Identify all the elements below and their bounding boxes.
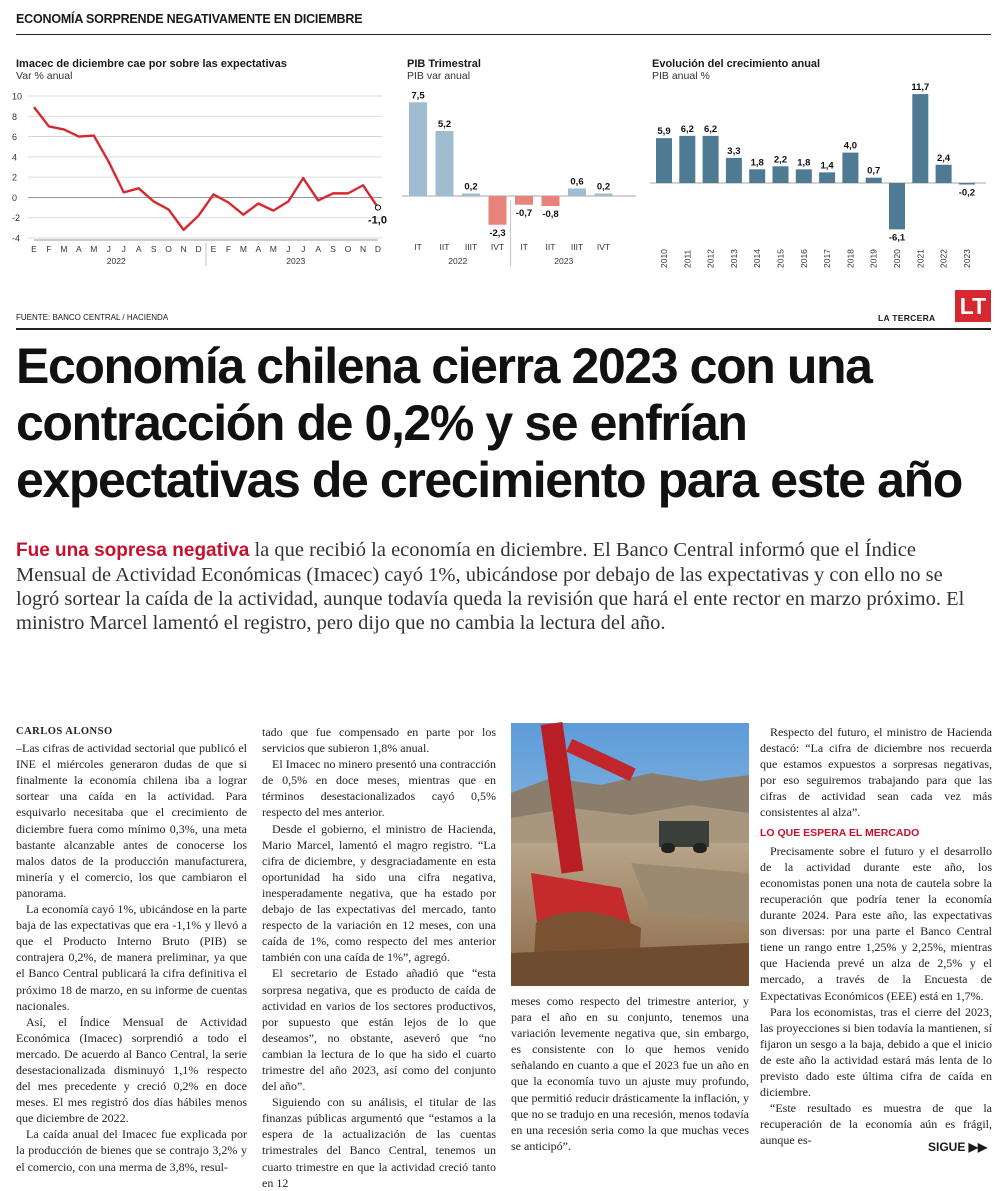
bar-value-label: 1,8 xyxy=(751,157,764,168)
chart-title: Imacec de diciembre cae por sobre las expectativas xyxy=(16,58,287,70)
chart-title: PIB Trimestral xyxy=(407,58,481,70)
section-title: ECONOMÍA SORPRENDE NEGATIVAMENTE EN DICIEMBRE xyxy=(16,12,362,26)
x-tick-label: IIT xyxy=(546,242,556,252)
subhead: LO QUE ESPERA EL MERCADO xyxy=(760,825,992,841)
chart-pib-trimestral xyxy=(400,88,640,268)
bar-value-label: 1,8 xyxy=(797,157,810,168)
bar-value-label: 1,4 xyxy=(820,160,834,171)
paragraph: El Imacec no minero presentó una contracción de 0,5% en doce meses, mientras que en términos desestacionalizados cayó 0,5% respecto del mes anterior. xyxy=(262,756,496,820)
bar xyxy=(889,183,905,229)
bar xyxy=(679,136,695,183)
x-tick-label: D xyxy=(195,244,201,254)
x-tick-label: E xyxy=(31,244,37,254)
paragraph: Respecto del futuro, el ministro de Hacienda destacó: “La cifra de diciembre nos recuerda que estamos expuestos a sorpresas negativas, por eso seguiremos trabajando para que las cifras de actividad sean cada vez más consistentes al alza”. xyxy=(760,724,992,821)
series-line xyxy=(34,107,378,230)
x-tick-label: D xyxy=(375,244,381,254)
chart-crecimiento-anual-title xyxy=(652,58,820,82)
lead-text: la que recibió la economía en diciembre. El Banco Central informó que el Índice Mensual de Actividad Económicas (Imacec) cayó 1%, ubicándose por debajo de las expectativas y con ello no se logró sortear la caída de la actividad, aunque todavía queda la revisión que hará el ente rector en marzo próximo. El ministro Marcel lamentó el registro, pero dijo que no cambia la lectura del año. xyxy=(16,539,964,634)
paragraph: meses como respecto del trimestre anterior, y para el año en su conjunto, tenemos una variación levemente negativa que, sin embargo, es consistente con lo que hemos venido señalando en cuanto a que el 2023 fue un año en que la economía tuvo un ajuste muy profundo, que permitió reducir drásticamente la inflación, y que no se tradujo en una recesión, menos todavía en una recesión seria como la que muchas veces se anticipó”. xyxy=(511,993,749,1154)
chart-title: Evolución del crecimiento anual xyxy=(652,58,820,70)
bar xyxy=(462,194,480,197)
x-tick-label: 2015 xyxy=(776,249,786,268)
x-tick-label: O xyxy=(165,244,172,254)
divider xyxy=(16,328,991,330)
x-tick-label: IVT xyxy=(491,242,504,252)
x-tick-label: 2023 xyxy=(962,249,972,268)
headline: Economía chilena cierra 2023 con una contracción de 0,2% y se enfrían expectativas de crecimiento para este año xyxy=(16,338,991,509)
last-point-label: -1,0 xyxy=(368,215,387,227)
source-note: FUENTE: BANCO CENTRAL / HACIENDA xyxy=(16,313,168,322)
bar-value-label: -0,8 xyxy=(542,209,558,220)
x-tick-label: 2018 xyxy=(845,249,855,268)
bar xyxy=(542,196,560,206)
x-tick-label: 2011 xyxy=(682,249,692,268)
section-header xyxy=(16,8,991,35)
paragraph: “Este resultado es muestra de que la recuperación de la economía aún es frágil, aunque es- xyxy=(760,1100,992,1148)
bar-value-label: 3,3 xyxy=(727,146,740,157)
chart-imacec-title xyxy=(16,58,287,82)
chart-subtitle: Var % anual xyxy=(16,70,287,82)
article-column-4 xyxy=(760,724,992,1148)
paragraph: El secretario de Estado añadió que “esta sorpresa negativa, que es producto de caída de actividad en varios de los sectores productivos, por supuesto que están lejos de lo que deseamos”, no obstante, aseveró que “no cambian la lectura de lo que ha sido el cuarto trimestre del año 2023, así como del conjunto del año”. xyxy=(262,965,496,1094)
x-tick-label: 2016 xyxy=(799,249,809,268)
y-tick-label: -4 xyxy=(12,234,20,244)
bar-value-label: 0,6 xyxy=(570,177,583,188)
x-tick-label: 2013 xyxy=(729,249,739,268)
x-group-label: 2022 xyxy=(107,256,126,266)
x-tick-label: N xyxy=(180,244,186,254)
x-tick-label: IVT xyxy=(597,242,610,252)
bar xyxy=(726,158,742,183)
x-group-label: 2023 xyxy=(286,256,305,266)
x-tick-label: J xyxy=(122,244,126,254)
x-tick-label: M xyxy=(240,244,247,254)
brand-name: LA TERCERA xyxy=(878,313,935,323)
y-tick-label: 0 xyxy=(12,193,17,203)
bar-value-label: 11,7 xyxy=(911,82,929,93)
bar-value-label: 5,2 xyxy=(438,119,451,130)
bar-value-label: -0,7 xyxy=(516,208,532,219)
x-tick-label: J xyxy=(107,244,111,254)
x-tick-label: A xyxy=(315,244,321,254)
article-column-1 xyxy=(16,724,247,1175)
bar xyxy=(842,153,858,183)
x-tick-label: A xyxy=(76,244,82,254)
bar xyxy=(703,136,719,183)
bar-value-label: 6,2 xyxy=(681,124,694,135)
x-tick-label: A xyxy=(256,244,262,254)
bar xyxy=(436,131,454,196)
bar xyxy=(819,172,835,183)
y-tick-label: 4 xyxy=(12,152,17,162)
x-tick-label: IIIT xyxy=(571,242,583,252)
x-tick-label: 2019 xyxy=(869,249,879,268)
article-photo-excavator xyxy=(511,723,749,986)
chart-subtitle: PIB anual % xyxy=(652,70,820,82)
y-tick-label: 2 xyxy=(12,173,17,183)
chart-pib-trimestral-title xyxy=(407,58,481,82)
bar-value-label: 2,2 xyxy=(774,154,787,165)
y-tick-label: 8 xyxy=(12,112,17,122)
bar xyxy=(656,138,672,183)
paragraph: tado que fue compensado en parte por los servicios que subieron 1,8% anual. xyxy=(262,724,496,756)
x-tick-label: A xyxy=(136,244,142,254)
paragraph: La economía cayó 1%, ubicándose en la parte baja de las expectativas que era -1,1% y llevó a que el Producto Interno Bruto (PIB) se contrajera 0,2%, de manera preliminar, ya que el Banco Central publicará la cifra definitiva el próximo 18 de marzo, en su informe de cuentas nacionales. xyxy=(16,901,247,1014)
y-tick-label: -2 xyxy=(12,213,20,223)
x-tick-label: 2014 xyxy=(752,249,762,268)
paragraph: Así, el Índice Mensual de Actividad Económica (Imacec) sorprendió a todo el mercado. De acuerdo al Banco Central, la serie desestacionalizada disminuyó 1,1% respecto del mes precedente y creció 0,2% en doce meses. El mes registró dos días hábiles menos que diciembre de 2022. xyxy=(16,1014,247,1127)
lead-paragraph xyxy=(16,538,991,635)
bar-value-label: 2,4 xyxy=(937,153,951,164)
x-tick-label: J xyxy=(301,244,305,254)
article-column-3 xyxy=(511,993,749,1154)
x-tick-label: 2021 xyxy=(915,249,925,268)
bar xyxy=(515,196,533,205)
x-tick-label: 2012 xyxy=(706,249,716,268)
x-tick-label: O xyxy=(345,244,352,254)
paragraph: –Las cifras de actividad sectorial que publicó el INE el miércoles generaron dudas de que si finalmente la economía chilena iba a lograr sortear una caída en la actividad. Para esquivarlo necesitaba que el crecimiento de diciembre fuera como mínimo 0,3%, una meta bastante alcanzable antes de conocerse los malos datos de la producción manufacturera, minería y el comercio, los que cambiaron el panorama. xyxy=(16,740,247,901)
bar xyxy=(912,94,928,183)
x-tick-label: F xyxy=(226,244,231,254)
x-group-label: 2022 xyxy=(448,256,467,266)
continue-label: SIGUE ▶▶ xyxy=(928,1140,987,1154)
byline: CARLOS ALONSO xyxy=(16,724,247,740)
bar xyxy=(595,194,613,197)
bar-value-label: -2,3 xyxy=(489,228,505,239)
x-tick-label: IT xyxy=(520,242,528,252)
paragraph: Siguiendo con su análisis, el titular de las finanzas públicas argumentó que “estamos a la espera de la actualización de las cuentas trimestrales del Banco Central, tenemos un cuarto trimestre en que la actividad creció tanto en 12 xyxy=(262,1094,496,1191)
x-tick-label: M xyxy=(270,244,277,254)
bar xyxy=(796,169,812,183)
bar xyxy=(866,178,882,183)
x-tick-label: IIIT xyxy=(465,242,477,252)
x-tick-label: E xyxy=(211,244,217,254)
x-tick-label: IIT xyxy=(440,242,450,252)
x-tick-label: S xyxy=(151,244,157,254)
bar xyxy=(936,165,952,183)
x-tick-label: 2020 xyxy=(892,249,902,268)
bar-value-label: 0,7 xyxy=(867,166,880,177)
paragraph: Desde el gobierno, el ministro de Hacienda, Mario Marcel, lamentó el magro registro. “La cifra de diciembre, y desgraciadamente en esta oportunidad ha sido una cifra negativa, inesperadamente negativa, que ha estado por debajo de las expectativas del mercado, tanto respecto de la variación en 12 meses, con una caída de 1%, como respecto del mes anterior también con una caída de 1%”, agregó. xyxy=(262,821,496,966)
bar-value-label: 4,0 xyxy=(844,141,857,152)
y-tick-label: 6 xyxy=(12,132,17,142)
x-tick-label: J xyxy=(286,244,290,254)
paragraph: Para los economistas, tras el cierre del 2023, las proyecciones si bien todavía la mantienen, sí fijaron un sesgo a la baja, debido a que el inicio de este año la actividad estará más lenta de lo previsto dado este última cifra de caída en diciembre. xyxy=(760,1004,992,1101)
bar-value-label: 7,5 xyxy=(411,90,425,101)
y-tick-label: 10 xyxy=(12,92,22,102)
bar xyxy=(773,166,789,183)
bar xyxy=(749,169,765,183)
chart-subtitle: PIB var anual xyxy=(407,70,481,82)
bar xyxy=(568,189,586,197)
last-point-marker xyxy=(375,205,380,210)
x-tick-label: 2010 xyxy=(659,249,669,268)
x-tick-label: 2022 xyxy=(939,249,949,268)
x-tick-label: N xyxy=(360,244,366,254)
bar-value-label: 5,9 xyxy=(657,126,670,137)
bar xyxy=(489,196,507,225)
paragraph: Precisamente sobre el futuro y el desarrollo de la actividad durante este año, los economistas ponen una nota de cautela sobre la recuperación que podría tener la economía durante 2024. Para este año, las expectativas son diversas: por una parte el Banco Central tiene un rango entre 1,25% y 2,25%, mientras que Hacienda prevé un alza de 2,5% y el mercado, a través de la Encuesta de Expectativas Económicos (EEE) está en 1,7%. xyxy=(760,843,992,1004)
bar xyxy=(959,183,975,185)
x-tick-label: M xyxy=(90,244,97,254)
x-tick-label: IT xyxy=(414,242,422,252)
lead-kicker: Fue una sopresa negativa xyxy=(16,540,249,561)
bar-value-label: 6,2 xyxy=(704,124,717,135)
x-group-label: 2023 xyxy=(554,256,573,266)
bar-value-label: -0,2 xyxy=(959,188,975,199)
bar-value-label: 0,2 xyxy=(464,182,477,193)
brand-logo: LT xyxy=(955,290,991,322)
x-tick-label: M xyxy=(60,244,67,254)
x-tick-label: S xyxy=(330,244,336,254)
bar xyxy=(409,102,427,196)
bar-value-label: -6,1 xyxy=(889,232,906,243)
paragraph: La caída anual del Imacec fue explicada por la producción de bienes que se contrajo 3,2% y el comercio, con una merma de 3,8%, resul- xyxy=(16,1126,247,1174)
chart-imacec xyxy=(10,88,385,268)
chart-crecimiento-anual xyxy=(648,84,988,274)
x-tick-label: 2017 xyxy=(822,249,832,268)
x-tick-label: F xyxy=(46,244,51,254)
article-column-2 xyxy=(262,724,496,1191)
bar-value-label: 0,2 xyxy=(597,182,610,193)
